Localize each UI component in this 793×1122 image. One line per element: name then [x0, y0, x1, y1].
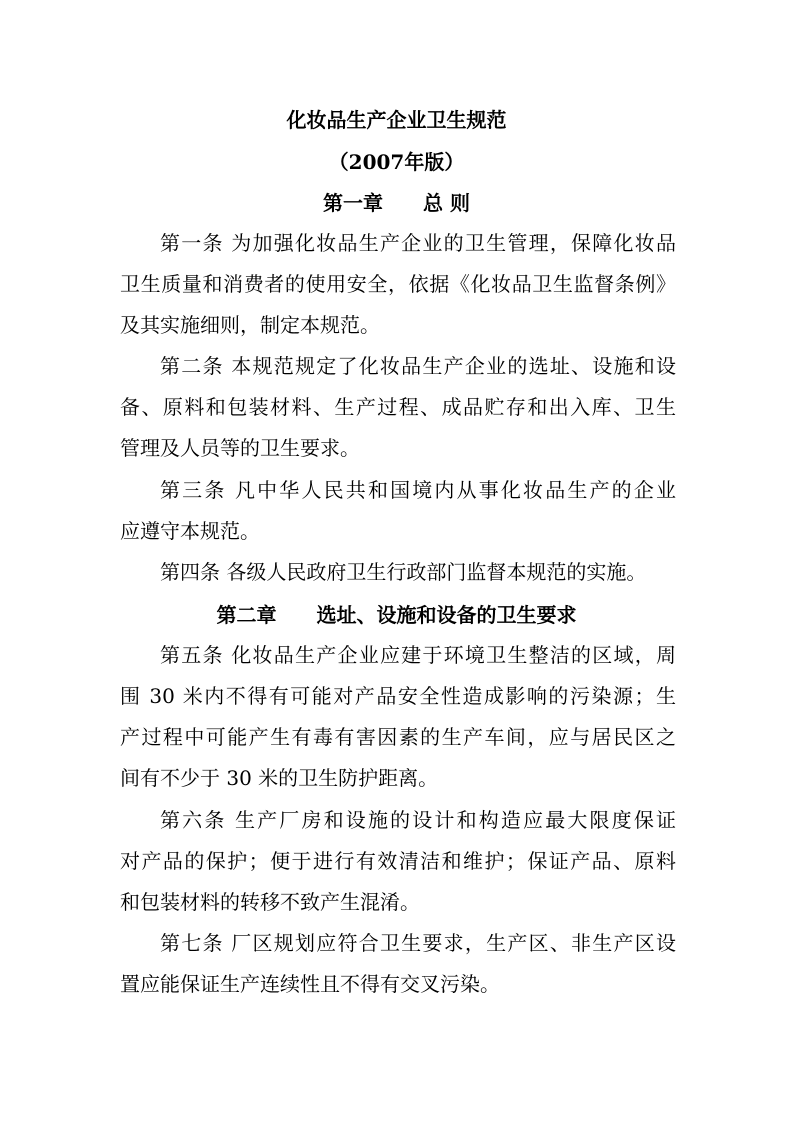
article-line: 及其实施细则，制定本规范。: [120, 313, 380, 337]
article-line: 第六条 生产厂房和设施的设计和构造应最大限度保证: [160, 808, 676, 832]
article-line: 管理及人员等的卫生要求。: [120, 436, 360, 460]
article-line: 和包装材料的转移不致产生混淆。: [120, 890, 420, 914]
document-edition: （2007年版）: [328, 150, 465, 174]
article-line: 第四条 各级人民政府卫生行政部门监督本规范的实施。: [160, 560, 647, 584]
article-line: 围 30 米内不得有可能对产品安全性造成影响的污染源；生: [120, 684, 676, 708]
article-line: 应遵守本规范。: [120, 519, 260, 543]
chapter-2-heading: 第二章 选址、设施和设备的卫生要求: [216, 603, 577, 627]
article-line: 第七条 厂区规划应符合卫生要求，生产区、非生产区设: [160, 931, 676, 955]
article-line: 备、原料和包装材料、生产过程、成品贮存和出入库、卫生: [120, 395, 676, 419]
article-line: 对产品的保护；便于进行有效清洁和维护；保证产品、原料: [120, 849, 676, 873]
article-line: 第三条 凡中华人民共和国境内从事化妆品生产的企业: [160, 478, 676, 502]
document-title: 化妆品生产企业卫生规范: [286, 108, 507, 132]
article-line: 卫生质量和消费者的使用安全，依据《化妆品卫生监督条例》: [120, 272, 676, 296]
article-line: 第二条 本规范规定了化妆品生产企业的选址、设施和设: [160, 354, 676, 378]
article-line: 置应能保证生产连续性且不得有交叉污染。: [120, 972, 500, 996]
article-line: 第一条 为加强化妆品生产企业的卫生管理，保障化妆品: [160, 231, 676, 255]
article-line: 产过程中可能产生有毒有害因素的生产车间，应与居民区之: [120, 725, 676, 749]
article-line: 间有不少于 30 米的卫生防护距离。: [120, 766, 439, 790]
chapter-1-heading: 第一章 总 则: [323, 191, 470, 215]
article-line: 第五条 化妆品生产企业应建于环境卫生整洁的区域，周: [160, 643, 676, 667]
